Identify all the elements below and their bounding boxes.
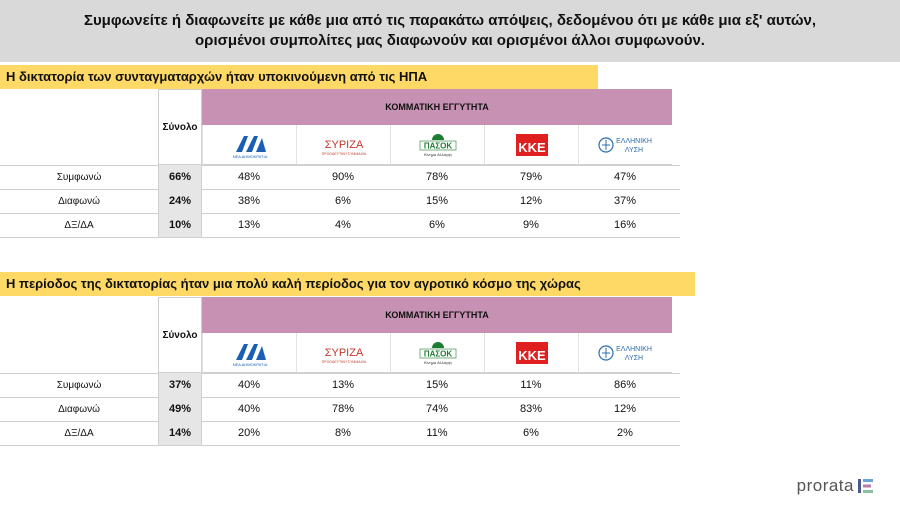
party-column-syriza bbox=[296, 333, 390, 373]
party-value-pasok: 78% bbox=[425, 171, 449, 183]
svg-text:ΚΚΕ: ΚΚΕ bbox=[517, 139, 546, 155]
total-value: 66% bbox=[158, 165, 202, 189]
question-title: Η περίοδος της δικτατορίας ήταν μια πολύ καλή περίοδος για τον αγροτικό κόσμο της χώρας bbox=[0, 272, 695, 296]
party-value-syriza: 8% bbox=[335, 427, 351, 439]
svg-text:ΣΥΡΙΖΑ: ΣΥΡΙΖΑ bbox=[324, 346, 363, 359]
party-value-el: 86% bbox=[613, 379, 637, 391]
total-value: 14% bbox=[158, 421, 202, 445]
row-label: Διαφωνώ bbox=[58, 195, 100, 207]
svg-text:ΚΚΕ: ΚΚΕ bbox=[517, 347, 546, 363]
svg-text:ΝΕΑ ΔΗΜΟΚΡΑΤΙΑ: ΝΕΑ ΔΗΜΟΚΡΑΤΙΑ bbox=[232, 153, 267, 159]
party-logo-el-icon bbox=[594, 130, 658, 160]
party-column-el bbox=[578, 125, 672, 165]
svg-text:ΠΑΣΟΚ: ΠΑΣΟΚ bbox=[423, 349, 452, 358]
party-value-syriza: 6% bbox=[335, 195, 351, 207]
party-value-el: 12% bbox=[613, 403, 637, 415]
party-value-el: 2% bbox=[617, 427, 633, 439]
row-label: ΔΞ/ΔΑ bbox=[64, 427, 94, 439]
party-logo-kke-icon bbox=[500, 338, 564, 368]
party-value-nd: 40% bbox=[237, 403, 261, 415]
total-value: 49% bbox=[158, 397, 202, 421]
header-line-2: ορισμένοι συμπολίτες μας διαφωνούν και ορισμένοι άλλοι συμφωνούν. bbox=[195, 32, 705, 49]
party-affinity-header: ΚΟΜΜΑΤΙΚΗ ΕΓΓΥΤΗΤΑ bbox=[202, 89, 672, 125]
party-column-el bbox=[578, 333, 672, 373]
party-logo-syriza-icon bbox=[312, 338, 376, 368]
party-value-nd: 40% bbox=[237, 379, 261, 391]
row-label: Συμφωνώ bbox=[56, 171, 102, 183]
party-column-kke bbox=[484, 333, 578, 373]
party-logo-nd-icon bbox=[218, 130, 282, 160]
brand-name: prorata bbox=[796, 476, 854, 495]
party-column-pasok bbox=[390, 333, 484, 373]
svg-text:ΛΥΣΗ: ΛΥΣΗ bbox=[624, 354, 643, 362]
party-value-el: 16% bbox=[613, 219, 637, 231]
party-logo-el-icon bbox=[594, 338, 658, 368]
svg-text:Κίνημα Αλλαγής: Κίνημα Αλλαγής bbox=[423, 151, 452, 157]
question-title: Η δικτατορία των συνταγματαρχών ήταν υποκινούμενη από τις ΗΠΑ bbox=[0, 65, 598, 89]
party-logo-nd-icon bbox=[218, 338, 282, 368]
svg-text:ΝΕΑ ΔΗΜΟΚΡΑΤΙΑ: ΝΕΑ ΔΗΜΟΚΡΑΤΙΑ bbox=[232, 361, 267, 367]
row-label: Διαφωνώ bbox=[58, 403, 100, 415]
party-affinity-header: ΚΟΜΜΑΤΙΚΗ ΕΓΓΥΤΗΤΑ bbox=[202, 297, 672, 333]
party-value-pasok: 11% bbox=[426, 427, 448, 439]
svg-text:ΛΥΣΗ: ΛΥΣΗ bbox=[624, 146, 643, 154]
party-value-pasok: 74% bbox=[425, 403, 449, 415]
brand-logo bbox=[797, 476, 874, 496]
row-divider bbox=[0, 445, 680, 446]
party-value-syriza: 78% bbox=[331, 403, 355, 415]
svg-text:Κίνημα Αλλαγής: Κίνημα Αλλαγής bbox=[423, 359, 452, 365]
party-value-nd: 13% bbox=[237, 219, 261, 231]
svg-text:ΕΛΛΗΝΙΚΗ: ΕΛΛΗΝΙΚΗ bbox=[615, 345, 652, 353]
party-value-kke: 9% bbox=[523, 219, 539, 231]
party-value-syriza: 13% bbox=[331, 379, 355, 391]
svg-text:ΠΡΟΟΔΕΥΤΙΚΗ ΣΥΜΜΑΧΙΑ: ΠΡΟΟΔΕΥΤΙΚΗ ΣΥΜΜΑΧΙΑ bbox=[321, 151, 366, 156]
page-header bbox=[0, 0, 900, 62]
party-value-pasok: 15% bbox=[425, 379, 449, 391]
svg-text:ΠΑΣΟΚ: ΠΑΣΟΚ bbox=[423, 141, 452, 150]
total-value: 10% bbox=[158, 213, 202, 237]
total-value: 24% bbox=[158, 189, 202, 213]
party-column-pasok bbox=[390, 125, 484, 165]
party-column-kke bbox=[484, 125, 578, 165]
party-value-nd: 20% bbox=[237, 427, 261, 439]
party-value-pasok: 15% bbox=[425, 195, 449, 207]
party-value-pasok: 6% bbox=[429, 219, 445, 231]
row-label: Συμφωνώ bbox=[56, 379, 102, 391]
brand-mark-icon bbox=[858, 478, 874, 494]
party-value-el: 47% bbox=[613, 171, 637, 183]
party-value-syriza: 4% bbox=[335, 219, 351, 231]
row-divider bbox=[0, 237, 680, 238]
total-column-header: Σύνολο bbox=[158, 297, 202, 373]
party-value-syriza: 90% bbox=[331, 171, 355, 183]
header-line-1: Συμφωνείτε ή διαφωνείτε με κάθε μια από τις παρακάτω απόψεις, δεδομένου ότι με κάθε μια εξ' αυτών, bbox=[83, 12, 817, 29]
svg-text:ΠΡΟΟΔΕΥΤΙΚΗ ΣΥΜΜΑΧΙΑ: ΠΡΟΟΔΕΥΤΙΚΗ ΣΥΜΜΑΧΙΑ bbox=[321, 359, 366, 364]
party-value-kke: 6% bbox=[523, 427, 539, 439]
party-logo-pasok-icon bbox=[406, 130, 470, 160]
party-value-kke: 83% bbox=[519, 403, 543, 415]
party-value-kke: 79% bbox=[519, 171, 543, 183]
party-value-kke: 12% bbox=[519, 195, 543, 207]
party-column-nd bbox=[202, 125, 296, 165]
row-label: ΔΞ/ΔΑ bbox=[64, 219, 94, 231]
svg-text:ΣΥΡΙΖΑ: ΣΥΡΙΖΑ bbox=[324, 138, 363, 151]
party-value-kke: 11% bbox=[520, 379, 542, 391]
party-column-nd bbox=[202, 333, 296, 373]
total-value: 37% bbox=[158, 373, 202, 397]
party-value-nd: 48% bbox=[237, 171, 261, 183]
party-logo-syriza-icon bbox=[312, 130, 376, 160]
party-logo-kke-icon bbox=[500, 130, 564, 160]
party-value-nd: 38% bbox=[237, 195, 261, 207]
party-value-el: 37% bbox=[613, 195, 637, 207]
party-column-syriza bbox=[296, 125, 390, 165]
total-column-header: Σύνολο bbox=[158, 89, 202, 165]
svg-text:ΕΛΛΗΝΙΚΗ: ΕΛΛΗΝΙΚΗ bbox=[615, 137, 652, 145]
party-logo-pasok-icon bbox=[406, 338, 470, 368]
